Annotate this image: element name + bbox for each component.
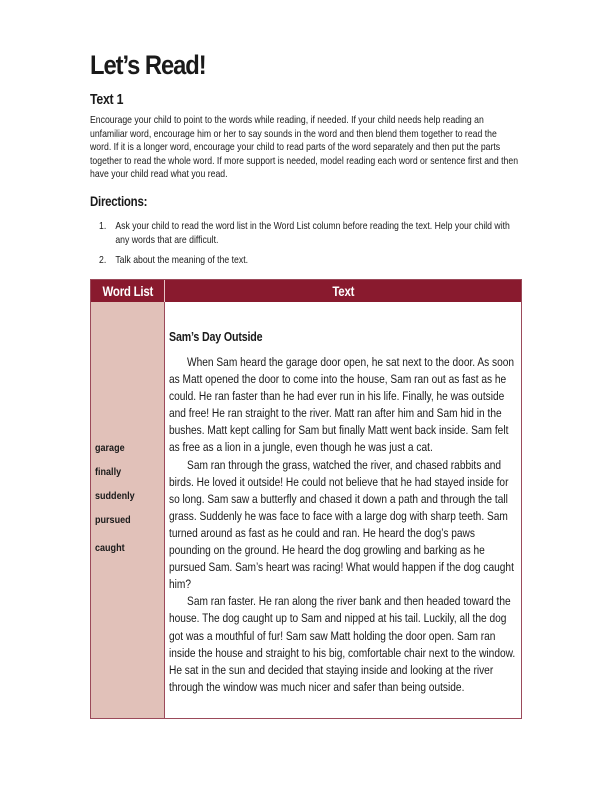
header-text: Text: [332, 283, 354, 299]
direction-number: 2.: [99, 255, 107, 267]
word-list-column: [91, 302, 165, 718]
directions-title: Directions:: [90, 194, 148, 209]
word-list-item: garage: [95, 442, 125, 454]
direction-number: 1.: [99, 221, 107, 232]
intro-paragraph: Encourage your child to point to the words while reading, if needed. If your child needs help reading an unfamiliar word, encourage him or her to say sounds in the word and then blend them together to read the word. If it is a longer word, encourage your child to read parts of the word separately and then put the parts together to read the whole word. If more support is needed, model reading each word or sentence first and then have your child read what you read.: [90, 115, 519, 181]
page-title: Let’s Read!: [90, 50, 206, 80]
word-list-item: suddenly: [95, 490, 135, 502]
story-paragraph: Sam ran faster. He ran along the river bank and then headed toward the house. The dog caught up to Sam and nipped at his tail. Luckily, all the dog got was a mouthful of fur! Sam saw Matt holding the door open. Sam ran inside the house and straight to his big, comfortable chair next to the window. He sat in the sun and decided that staying inside and looking at the river through the window was much nicer and safer than being outside.: [169, 594, 516, 694]
table-header: [91, 280, 521, 302]
directions-list: [99, 220, 520, 275]
word-list-item: finally: [95, 466, 122, 478]
direction-text: Ask your child to read the word list in the Word List column before reading the text. Help your child with any words that are difficult.: [115, 221, 510, 246]
word-list-item: caught: [95, 542, 125, 554]
story-paragraph: Sam ran through the grass, watched the river, and chased rabbits and birds. He loved it outside! He could not believe that he had stayed inside for so long. Sam saw a butterfly and chased it down a path and through the tall grass. Suddenly he was face to face with a large dog with sharp teeth. Sam turned around as fast as he could and ran. He heard the dog’s paws pounding on the ground. He heard the dog growling and barking as he pursued Sam. Sam’s heart was racing! What would happen if the dog caught him?: [169, 457, 514, 592]
story-paragraph: When Sam heard the garage door open, he sat next to the door. As soon as Matt opened the door to come into the house, Sam ran out as fast as he could. He ran faster than he had ever run in his life. Finally, he was outside and free! He ran straight to the river. Matt ran after him and Sam hid in the bushes. Matt kept calling for Sam but finally Matt went back inside. Sam felt as free as a lion in a jungle, even though he was just a cat.: [169, 355, 515, 455]
section-title: Text 1: [90, 92, 124, 108]
reading-table: [90, 279, 522, 719]
story-text: [169, 354, 518, 696]
direction-item: [99, 254, 520, 268]
story-title: Sam’s Day Outside: [169, 329, 263, 344]
word-list-item: pursued: [95, 514, 131, 526]
direction-text: Talk about the meaning of the text.: [115, 255, 249, 267]
direction-item: [99, 220, 520, 247]
header-word-list: Word List: [91, 280, 165, 302]
